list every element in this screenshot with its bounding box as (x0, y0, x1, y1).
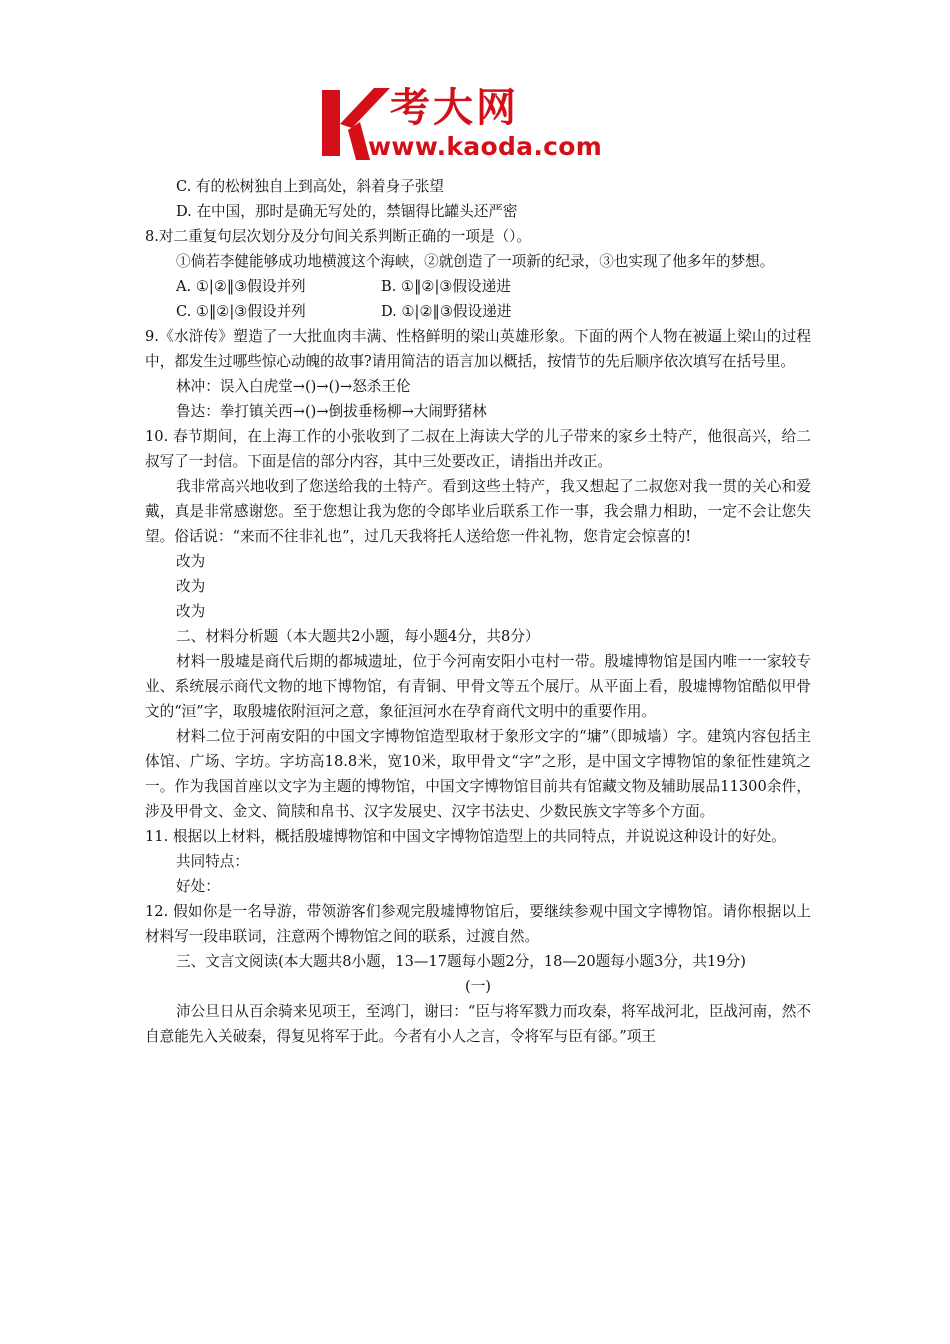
material-1: 材料一殷墟是商代后期的都城遗址，位于今河南安阳小屯村一带。殷墟博物馆是国内唯一一家较专业、系统展示商代文物的地下博物馆，有青铜、甲骨文等五个展厅。从平面上看，殷墟博物馆酷似甲骨文的“洹”字，取殷墟依附洹河之意，象征洹河水在孕育商代文明中的重要作用。 (145, 653, 811, 720)
q8-options-row-1 (145, 274, 811, 299)
classical-passage: 沛公旦日从百余骑来见项王，至鸿门，谢曰：“臣与将军戮力而攻秦，将军战河北，臣战河南，然不自意能先入关破秦，得复见将军于此。今者有小人之言，令将军与臣有郤。”项王 (145, 1003, 811, 1045)
q7-option-d: D. 在中国，那时是确无写处的，禁锢得比罐头还严密 (176, 203, 518, 220)
q12-stem: 12. 假如你是一名导游，带领游客们参观完殷墟博物馆后，要继续参观中国文字博物馆。请你根据以上材料写一段串联词，注意两个博物馆之间的联系，过渡自然。 (145, 903, 811, 945)
section3-title: 三、文言文阅读(本大题共8小题，13—17题每小题2分，18—20题每小题3分，共19分) (176, 953, 746, 970)
q10-fix-1: 改为 (176, 553, 206, 570)
document-body (145, 174, 811, 1049)
q7-option-c: C. 有的松树独自上到高处，斜着身子张望 (176, 178, 445, 195)
logo-title: 考大网 (390, 85, 519, 131)
q8-stem: 8.对二重复句层次划分及分句间关系判断正确的一项是（）。 (145, 228, 532, 245)
section3-part-heading: (一) (465, 978, 491, 995)
site-logo[interactable] (318, 84, 648, 164)
q8-option-b: B. ①‖②|③假设递进 (381, 278, 511, 295)
q8-options-row-2 (145, 299, 811, 324)
q9-lu-da: 鲁达：拳打镇关西→()→倒拔垂杨柳→大闹野猪林 (176, 403, 487, 420)
q8-option-c: C. ①‖②|③假设并列 (176, 303, 306, 320)
q9-stem: 9.《水浒传》塑造了一大批血肉丰满、性格鲜明的梁山英雄形象。下面的两个人物在被逼上梁山的过程中，都发生过哪些惊心动魄的故事?请用简洁的语言加以概括，按情节的先后顺序依次填写在括号里。 (145, 328, 811, 370)
q11-stem: 11. 根据以上材料，概括殷墟博物馆和中国文字博物馆造型上的共同特点，并说说这种设计的好处。 (145, 828, 786, 845)
q10-letter: 我非常高兴地收到了您送给我的土特产。看到这些土特产，我又想起了二叔您对我一贯的关心和爱戴，真是非常感谢您。至于您想让我为您的令郎毕业后联系工作一事，我会鼎力相助，一定不会让您失望。俗话说：“来而不往非礼也”，过几天我将托人送给您一件礼物，您肯定会惊喜的! (145, 478, 811, 545)
q9-lin-chong: 林冲：误入白虎堂→()→()→怒杀王伦 (176, 378, 411, 395)
q10-fix-2: 改为 (176, 578, 206, 595)
q11-common-features: 共同特点： (176, 853, 249, 870)
q8-sentence: ①倘若李健能够成功地横渡这个海峡，②就创造了一项新的纪录，③也实现了他多年的梦想。 (176, 253, 775, 270)
material-2: 材料二位于河南安阳的中国文字博物馆造型取材于象形文字的“墉”（即城墙）字。建筑内容包括主体馆、广场、字坊。字坊高18.8米，宽10米，取甲骨文“字”之形，是中国文字博物馆的象征性建筑之一。作为我国首座以文字为主题的博物馆，中国文字博物馆目前共有馆藏文物及辅助展品11300余件，涉及甲骨文、金文、简牍和帛书、汉字发展史、汉字书法史、少数民族文字等多个方面。 (145, 728, 811, 820)
q10-fix-3: 改为 (176, 603, 206, 620)
q8-option-a: A. ①|②‖③假设并列 (176, 278, 306, 295)
section2-title: 二、材料分析题（本大题共2小题，每小题4分，共8分） (176, 628, 540, 645)
q11-benefit: 好处： (176, 878, 220, 895)
logo-url[interactable]: www.kaoda.com (368, 132, 603, 161)
q10-stem: 10. 春节期间，在上海工作的小张收到了二叔在上海读大学的儿子带来的家乡土特产，他很高兴，给二叔写了一封信。下面是信的部分内容，其中三处要改正，请指出并改正。 (145, 428, 811, 470)
q8-option-d: D. ①|②‖③假设递进 (381, 303, 512, 320)
